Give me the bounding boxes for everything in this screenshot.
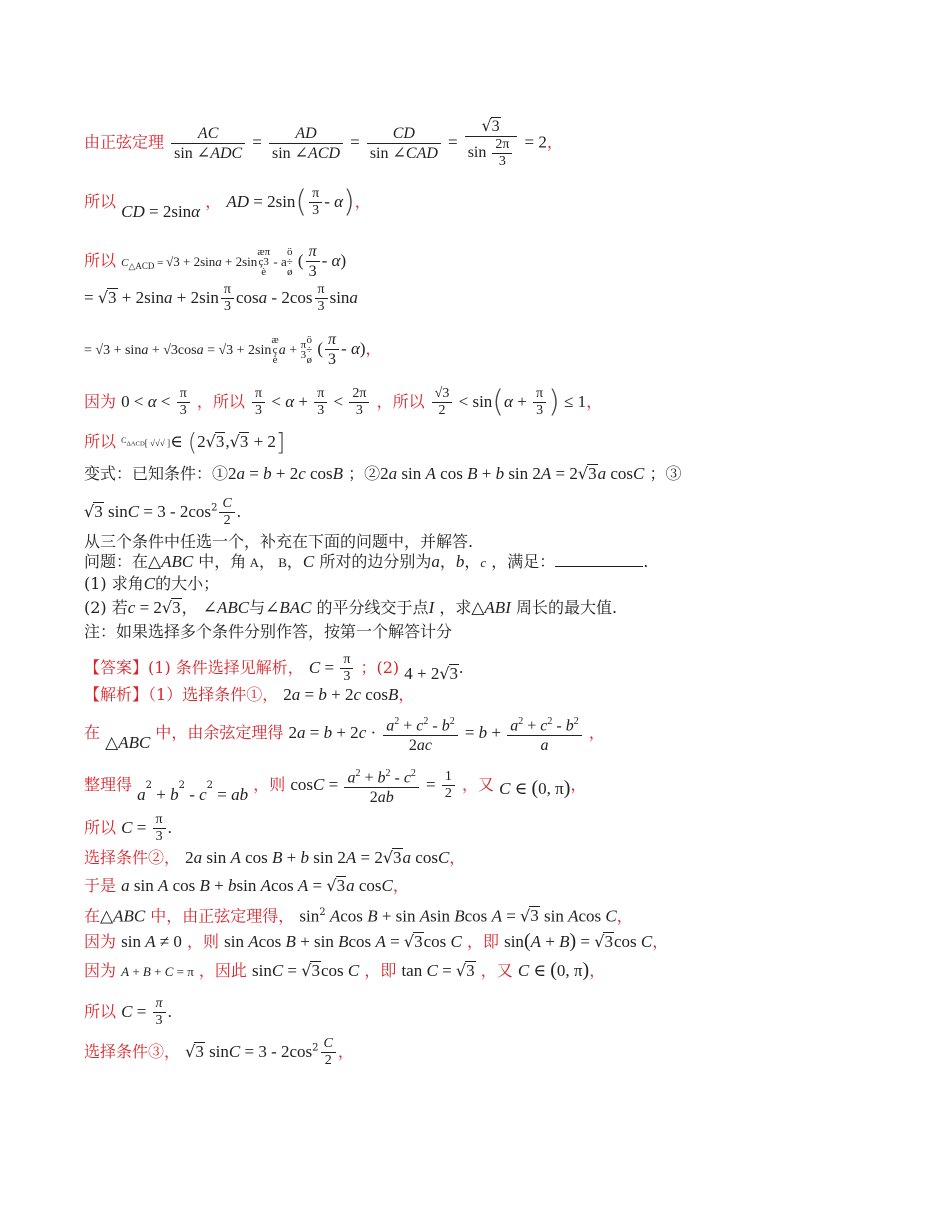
question-2-line: (2) 若c = 2√3， ∠ABC与∠BAC 的平分线交于点I ，求△ABI 周长的最大值.	[84, 598, 618, 617]
expansion-line-1: = √3 + 2sina + 2sin $\frac{\pi}{3}$ cosa - 2cos $\frac{\pi}{3}$ sina	[84, 282, 358, 314]
cd-ad-line: 所以 CD = 2sinα ， AD = 2sin( $\frac{\pi}{3}$ - α)，	[84, 184, 371, 221]
range-line: 因为 0 < α < $\frac{\pi}{3}$ ，所以 $\frac{\pi}{3}$ < α + $\frac{\pi}{3}$ < $\frac{2\pi}{3}$ ，所以 $\frac{√3}{2}$ < sin(α + $\frac{\pi}{3}$ ) ≤ 1，	[84, 384, 603, 420]
perimeter-line: 所以 $C_{\triangle ACD} = √3 + 2\sin a$ + 2sinæπ ç3 è - aö ÷ ø ( $\frac{\pi}{3}$ - α)	[84, 243, 347, 280]
law-of-sines-line: 由正弦定理 $\frac{AC}{\text{sin ∠ADC}}$ = $\frac{AD}{\text{sin ∠ACD}}$ = $\frac{CD}{\text{sin ∠CAD}}$ = √3 sin $\frac{2\pi}{3}$ = 2，	[84, 116, 563, 169]
question-1-line: (1) 求角C的大小；	[84, 574, 220, 593]
answer-line: 【答案】(1) 条件选择见解析， C = $\frac{\pi}{3}$ ；(2) 4 + 2√3.	[84, 652, 464, 684]
result-c-line: 所以 C = $\frac{\pi}{3}$ .	[84, 812, 172, 844]
condition-3-start-line: 选择条件③， √3 $\sin C = 3 - 2\cos^2$ $\frac{C}{2}$ ，	[84, 1036, 354, 1068]
condition-2-line: 选择条件②， 2a sin A cos B + b sin 2A = 2√3a cosC，	[84, 848, 466, 867]
condition-3-line: √3 $\sin C = 3 - 2\cos^2$ $\frac{C}{2}$ .	[84, 496, 242, 528]
condition-2-step-line: 于是 a sin A cos B + bsin Acos A = √3a cosC，	[84, 876, 409, 895]
answer-blank	[555, 552, 643, 567]
solution-line-1: 【解析】（1）选择条件①， 2a = b + 2c cosB，	[84, 685, 415, 704]
problem-statement-line: 问题：在△ABC 中，角 A， B，C 所对的边分别为a，b，c ，满足： .	[84, 552, 649, 571]
note-line: 注：如果选择多个条件分别作答，按第一个解答计分	[84, 622, 453, 641]
range-result-line: 所以 $C_{\Delta ACD}$[ √√√ ]∈ (2√3,√3 + 2]	[84, 428, 286, 457]
variant-conditions-line: 变式：已知条件：①2a = b + 2c cosB ；②2a sin A cos B + b sin 2A = 2√3a cosC ；③	[84, 464, 682, 483]
expansion-line-2: = √3 + sina + √3cosa = √3 + 2sinæ ç èa + π 3ö ÷ ø ( $\frac{\pi}{3}$ - α)，	[84, 331, 382, 368]
sine-law-step-line: 在△ABC 中，由正弦定理得， $\sin^2 Acos$ B + sin Asin Bcos A = √3 sin Acos C，	[84, 906, 633, 926]
sin-a-nonzero-line: 因为 sin A ≠ 0 ，则 sin Acos B + sin Bcos A = √3cos C ，即 sin(A + B) = √3cos C，	[84, 930, 669, 952]
cosine-law-line: 在 △ABC 中，由余弦定理得 2a = b + 2c · $\frac{a^2 + c^2 - b^2}{2ac}$ = b + $\frac{a^2 + c^2 - b^2}{a}$ ，	[84, 712, 605, 755]
result-c-2-line: 所以 C = $\frac{\pi}{3}$ .	[84, 996, 172, 1028]
simplify-line: 整理得 $a^2 + b^2 - c^2$ = ab ，则 cosC = $\frac{a^2 + b^2 - c^2}{2ab}$ = $\frac{1}{2}$ ，又 C ∈ (0, π)，	[84, 764, 586, 807]
choose-condition-line: 从三个条件中任选一个，补充在下面的问题中，并解答.	[84, 532, 474, 551]
tan-c-line: 因为 A + B + C = π ，因此 sinC = √3cos C ，即 tan C = √3 ，又 C ∈ (0, π)，	[84, 959, 606, 981]
